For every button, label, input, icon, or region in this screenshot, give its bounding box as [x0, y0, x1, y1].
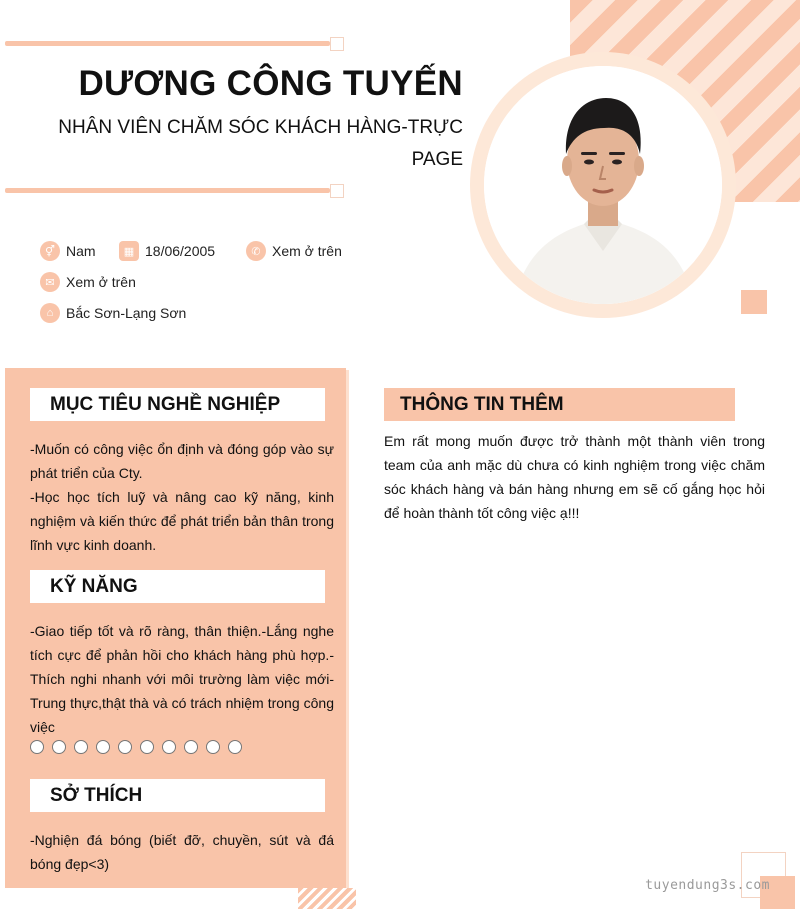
skill-rating-dot	[162, 740, 176, 754]
info-address	[40, 303, 186, 323]
phone-icon: ✆	[246, 241, 266, 261]
top-rule-end	[330, 37, 344, 51]
mail-icon: ✉	[40, 272, 60, 292]
bottom-rule-end	[330, 184, 344, 198]
skill-rating-dot	[74, 740, 88, 754]
skill-rating-dot	[184, 740, 198, 754]
skills-text: -Giao tiếp tốt và rõ ràng, thân thiện.-Lắng nghe tích cực để phản hồi cho khách hàng phù hợp.-Thích nghi nhanh với môi trường làm việc mới-Trung thực,thật thà và có trách nhiệm trong công việc	[30, 623, 334, 735]
skill-rating-dot	[52, 740, 66, 754]
profile-photo-illustration	[484, 66, 722, 304]
extra-info-heading: THÔNG TIN THÊM	[384, 388, 735, 421]
info-birthday	[119, 241, 215, 261]
candidate-name: DƯƠNG CÔNG TUYẾN	[78, 64, 463, 103]
skill-rating-dot	[140, 740, 154, 754]
info-gender	[40, 241, 96, 261]
skill-rating-dot	[228, 740, 242, 754]
birthday-value: 18/06/2005	[145, 243, 216, 259]
skill-rating-dot	[30, 740, 44, 754]
calendar-icon: ▦	[119, 241, 139, 261]
phone-value: Xem ở trên	[272, 243, 342, 259]
hobbies-text: -Nghiện đá bóng (biết đỡ, chuyền, sút và đá bóng đẹp<3)	[30, 832, 334, 872]
bottom-rule	[5, 188, 330, 193]
hobbies-heading: SỞ THÍCH	[30, 779, 325, 812]
skills-rating	[30, 740, 242, 754]
skill-rating-dot	[206, 740, 220, 754]
skills-heading: KỸ NĂNG	[30, 570, 325, 603]
info-phone	[246, 241, 342, 261]
candidate-title: NHÂN VIÊN CHĂM SÓC KHÁCH HÀNG-TRỰC PAGE	[58, 117, 463, 170]
objective-heading: MỤC TIÊU NGHỀ NGHIỆP	[30, 388, 325, 421]
objective-text	[30, 437, 334, 557]
email-value: Xem ở trên	[66, 274, 136, 290]
extra-info-text: Em rất mong muốn được trở thành một thành viên trong team của anh mặc dù chưa có kinh nghiệm trong việc chăm sóc khách hàng và bán hàng nhưng em sẽ cố gắng học hỏi để hoàn thành tốt công việc ạ!!!	[384, 433, 765, 521]
watermark: tuyendung3s.com	[645, 878, 770, 893]
address-value: Bắc Sơn-Lạng Sơn	[66, 305, 187, 321]
objective-line-1: -Muốn có công việc ổn định và đóng góp vào sự phát triển của Cty.	[30, 441, 334, 481]
bottom-stripes	[298, 888, 356, 909]
info-email	[40, 272, 136, 292]
left-column-edge	[346, 370, 349, 888]
gender-value: Nam	[66, 243, 96, 259]
objective-line-2: -Học học tích luỹ và nâng cao kỹ năng, kinh nghiệm và kiến thức để phát triển bản thân trong lĩnh vực kinh doanh.	[30, 489, 334, 553]
decorative-square	[741, 290, 767, 314]
skill-rating-dot	[118, 740, 132, 754]
skill-rating-dot	[96, 740, 110, 754]
gender-icon: ⚥	[40, 241, 60, 261]
top-rule	[5, 41, 330, 46]
home-icon: ⌂	[40, 303, 60, 323]
profile-photo	[484, 66, 722, 304]
